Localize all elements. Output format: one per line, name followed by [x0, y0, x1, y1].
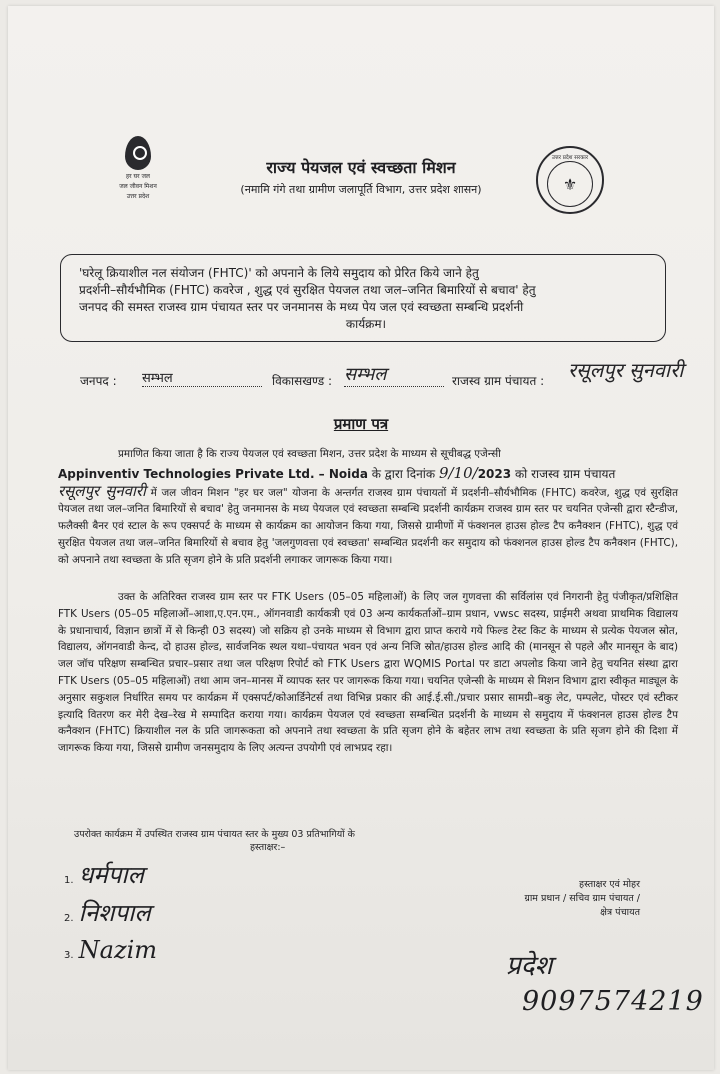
p1-by-date: के द्वारा दिनांक [371, 466, 436, 481]
sign-seal-label: हस्ताक्षर एवं मोहर [579, 879, 640, 890]
village-handwritten: रसूलपुर सुनवारी [58, 481, 146, 500]
block-value: सम्भल [344, 362, 444, 387]
p1-to-panchayat: को राजस्व ग्राम पंचायत [514, 466, 616, 481]
p1-intro: प्रमाणित किया जाता है कि राज्य पेयजल एवं स्वच्छता मिशन, उत्तर प्रदेश के माध्यम से सूचीबद्ध एजेन्सी [118, 448, 501, 460]
up-government-seal [536, 146, 604, 214]
signer-2-number: 2. [64, 913, 74, 924]
signer-2-signature: निशपाल [78, 899, 151, 927]
signer-1-number: 1. [64, 875, 74, 886]
block-label: विकासखण्ड : [272, 374, 333, 388]
signer-1 [64, 858, 144, 891]
pradhan-handwritten: प्रदेश [506, 951, 553, 981]
district-value: सम्भल [142, 368, 262, 387]
certificate-page [8, 6, 714, 1070]
panchayat-value: रसूलपुर सुनवारी [568, 358, 684, 382]
emblem-icon: ⚜ [547, 161, 593, 207]
district-label: जनपद : [80, 374, 117, 388]
banner-line-1: 'घरेलू क्रियाशील नल संयोजन (FHTC)' को अपनाने के लिये समुदाय को प्रेरित किये जाने हेतु [79, 266, 479, 280]
official-sign-block [470, 878, 640, 920]
p1-body: में जल जीवन मिशन "हर घर जल" योजना के अन्तर्गत राजस्व ग्राम पंचायतों में प्रदर्शनी–सौर्यभौमिक (FHTC) कवरेज, शुद्ध एवं सुरक्षित पेयजल तथा जल–जनित बिमारियों से बचाव' हेतु जनमानस के मध्य पेयजल एवं स्वच्छता सम्बन्धि प्रदर्शनी कार्यक्रम राजस्व ग्राम स्तर पर चयनित एजेन्सी द्वारा स्टैन्डीज, फलैक्सी बैनर एवं स्टाल के रूप एक्सपर्ट के माध्यम से कार्यक्रम का आयोजन किया गया, जिससे ग्रामीणों में फंक्शनल हाउस होल्ड टैप कनैक्शन (FHTC), शुद्ध एवं सुरक्षित पेयजल तथा जल–जनित बिमारियों से बचाव हेतु 'जलगुणवत्ता एवं स्वच्छता' सम्बन्धित प्रदर्शनी कर समुदाय को फंक्शनल हाउस होल्ड टैप कनैक्शन (FHTC), को अपनाने तथा स्वच्छता के प्रति सृजग होने के प्रति प्रदर्शनी लगाकर जागरूक किया गया। [58, 486, 678, 566]
certificate-paragraph-1 [58, 446, 678, 569]
header-title: राज्य पेयजल एवं स्वच्छता मिशन [266, 158, 456, 177]
date-handwritten: 9/10/ [438, 463, 478, 482]
header-subtitle: (नमामि गंगे तथा ग्रामीण जलापूर्ति विभाग, उत्तर प्रदेश शासन) [240, 183, 482, 196]
banner-line-4: कार्यक्रम। [345, 317, 387, 331]
sign-role-label: ग्राम प्रधान / सचिव ग्राम पंचायत / [524, 893, 640, 904]
seal-caption: उत्तर प्रदेश सरकार [551, 155, 589, 161]
logo-caption-3: उत्तर प्रदेश [126, 193, 150, 200]
sign-area-label: क्षेत्र पंचायत [600, 907, 640, 918]
logo-caption-2: जल जीवन मिशन [119, 183, 157, 190]
signers-label: हस्ताक्षर:– [250, 842, 286, 853]
agency-name: Appinventiv Technologies Private Ltd. – Noida [58, 466, 368, 481]
panchayat-label: राजस्व ग्राम पंचायत : [452, 374, 545, 388]
logo-caption-1: हर घर जल [126, 173, 150, 180]
banner-line-2: प्रदर्शनी–सौर्यभौमिक (FHTC) कवरेज , शुद्ध एवं सुरक्षित पेयजल तथा जल–जनित बिमारियों से बचाव' हेतु [79, 283, 536, 297]
program-banner [60, 254, 666, 342]
banner-line-3: जनपद की समस्त राजस्व ग्राम पंचायत स्तर पर जनमानस के मध्य पेय जल एवं स्वच्छता सम्बन्धि प्रदर्शनी [79, 300, 524, 314]
signer-3 [64, 936, 157, 964]
signer-3-signature: Nazim [78, 936, 158, 964]
signer-2 [64, 896, 151, 929]
signer-3-number: 3. [64, 950, 74, 961]
signer-1-signature: धर्मपाल [78, 861, 144, 889]
certificate-title: प्रमाण पत्र [333, 415, 389, 433]
phone-handwritten: 9097574219 [522, 986, 704, 1017]
p2-body: उक्त के अतिरिक्त राजस्व ग्राम स्तर पर FTK Users (05–05 महिलाओं) के लिए जल गुणवत्ता की सर्विलांस एवं निगरानी हेतु पंजीकृत/प्रशिक्षित FTK Users (05–05 महिलाओं–आशा,ए.एन.एम., ऑगनवाडी कार्यकत्री एवं 03 अन्य कार्यकर्ताओं–ग्राम प्रधान, vwsc सदस्य, प्राईमरी अथवा प्राथमिक विद्यालय के प्रधानाचार्य, विज्ञान छात्रों में से किन्ही 03 सदस्य) जो सक्रिय हो उनके माध्यम से विभाग द्वारा प्राप्त कराये गये फिल्ड टेस्ट किट के माध्यम से प्रत्येक पेयजल स्रोत, विद्यालय, ऑगनवाडी केन्द, दो हाउस होल्ड, सार्वजनिक स्थल यथा–पंचायत भवन एवं अन्य निजि स्रोत/हाउस होल्ड आदि की (मानसून से पहले और मानसून के बाद) जल जॉच परिक्षण सम्बन्धित प्रचार–प्रसार तथा जल परिक्षण रिपोर्ट को FTK Users द्वारा WQMIS Portal पर डाटा अपलोड किया जाने हेतु चयनित संस्था द्वारा FTK Users (05–05 महिलाओं) तथा आम जन–मानस में व्यापक स्तर पर जागरूक किया गया। चयनित एजेन्सी के माध्यम से मिशन विभाग द्वारा स्वीकृत माड्यूल के अनुसार सकुशल निर्धारित समय पर कार्यक्रम में एक्सपर्ट/कोआर्डिनेटर्स तथा विभिन्न प्रकार की आई.ई.सी./प्रचार प्रसार सामग्री–बकु लेट, पम्पलेट, पोस्टर एवं स्टीकर इत्यादि वितरण कर मेरी देख–रेख मे सम्पादित कराया गया। कार्यक्रम पेयजल एवं स्वच्छता सम्बन्धित प्रदर्शनी के माध्यम से समुदाय में फंक्शनल हाउस होल्ड टैप कनैक्शन (FHTC) क्रियाशील नल के प्रति जागरूकता को अपनाने तथा स्वच्छता के प्रति सृजग होने के बहेतर लाभ तथा स्वच्छता के प्रति सृजग होने की दिशा में जागरूक किया गया, जिससे ग्रामीण जनसमुदाय के लिए अत्यन्त उपयोगी एवं लाभप्रद रहा। [58, 591, 678, 755]
date-year: 2023 [477, 466, 512, 481]
signers-intro [74, 828, 474, 854]
certificate-paragraph-2 [58, 589, 678, 757]
signers-intro-text: उपरोक्त कार्यक्रम में उपस्थित राजस्व ग्राम पंचायत स्तर के मुख्य 03 प्रतिभागियों के [74, 829, 355, 840]
